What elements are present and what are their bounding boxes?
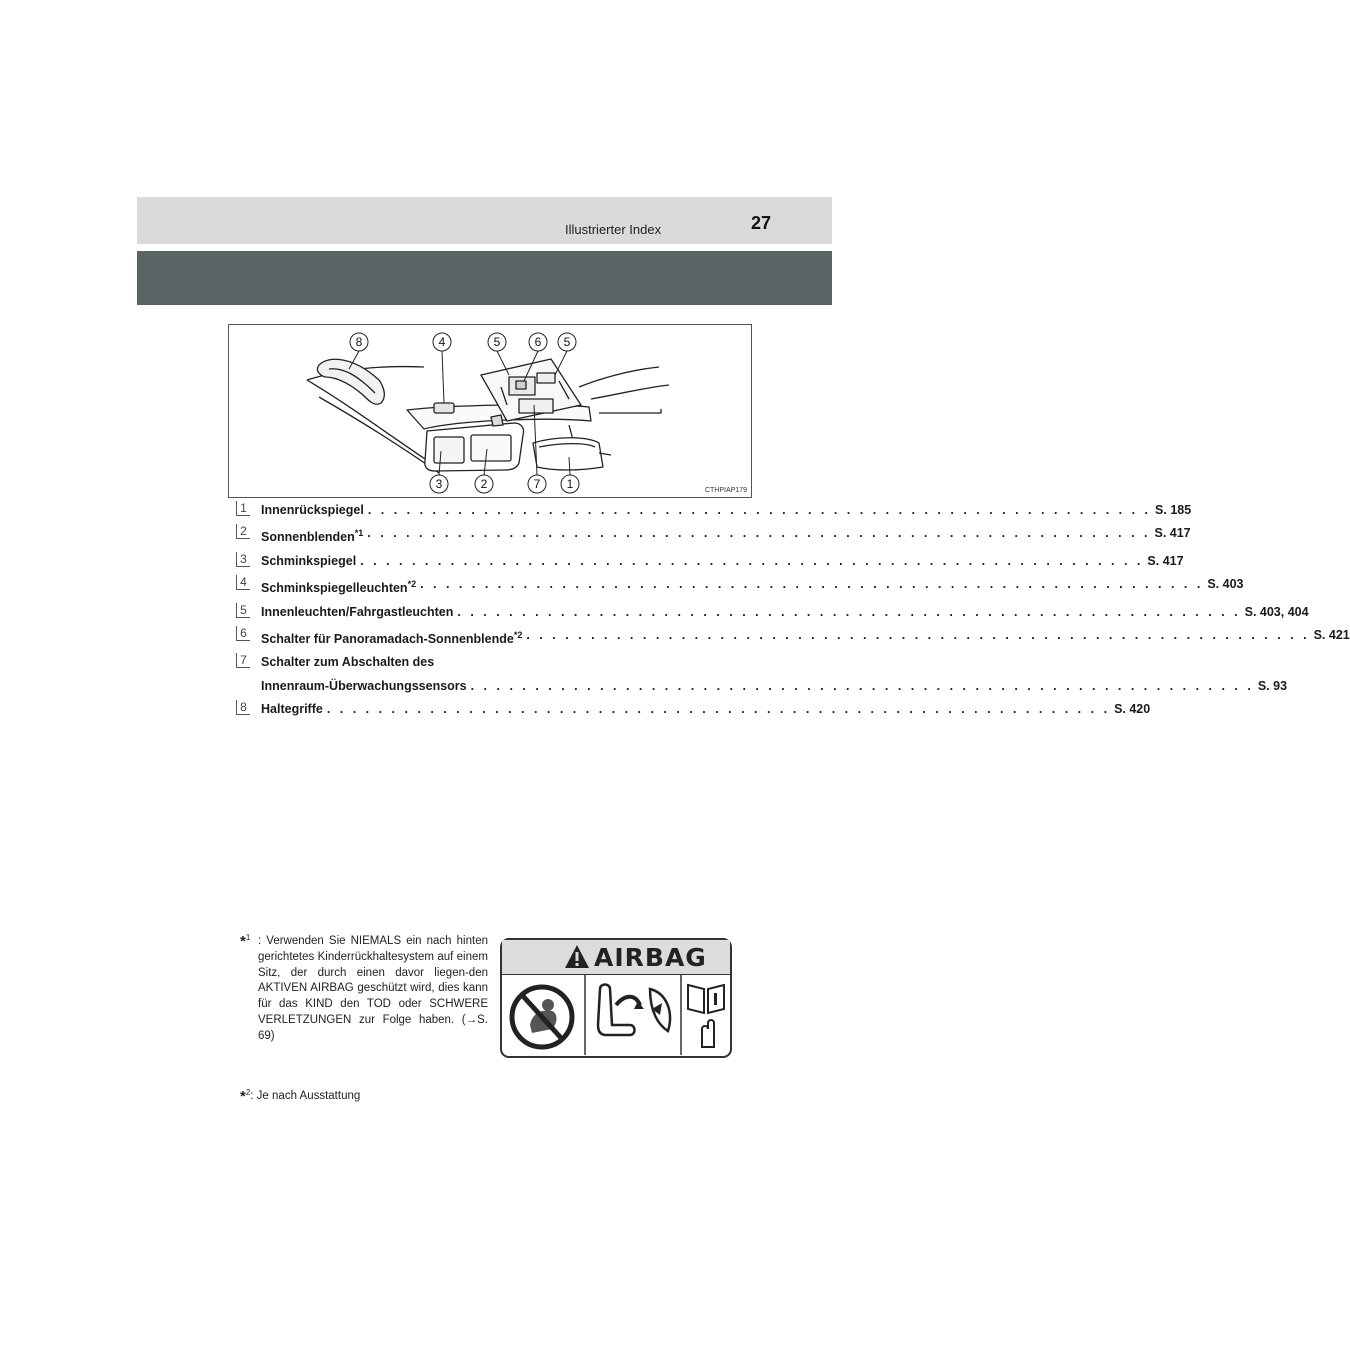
index-item [236, 499, 1192, 522]
read-manual-icon [682, 975, 730, 1055]
callout-label: 2 [480, 477, 488, 491]
footnote-1 [240, 930, 488, 1045]
leader-dots: . . . . . . . . . . . . . . . . . . . . . . . . . . . . . . . . . . . . . . . . . . . . . . . . . . . . . . . . . . . . . [367, 503, 1152, 517]
index-label: Haltegriffe [261, 701, 323, 716]
leader-dots: . . . . . . . . . . . . . . . . . . . . . . . . . . . . . . . . . . . . . . . . . . . . . . . . . . . . . . . . . . . . . [470, 678, 1254, 693]
page-ref[interactable]: S. 421 [1313, 627, 1350, 642]
index-label: Schminkspiegel [261, 553, 357, 568]
footnote-text: : Verwenden Sie NIEMALS ein nach hinten gerichtetes Kinderrückhaltesystem auf einem Sitz, der durch einen davor liegen-den AKTIVEN AIRBAG geschützt wird, dies kann für das KIND den TOD oder SCHWERE VERLETZUNGEN zur Folge haben. (→S. 69) [258, 935, 488, 1042]
leader-dots: . . . . . . . . . . . . . . . . . . . . . . . . . . . . . . . . . . . . . . . . . . . . . . . . . . . . . . . . . . . . . [526, 627, 1310, 642]
index-label: Sonnenblenden [261, 530, 355, 545]
footnote-2 [240, 1088, 360, 1105]
footnote-sup: 2 [245, 1088, 251, 1097]
index-item [236, 601, 1309, 624]
airbag-label-header [502, 940, 730, 975]
page-ref[interactable]: S. 185 [1155, 503, 1192, 517]
leader-dots: . . . . . . . . . . . . . . . . . . . . . . . . . . . . . . . . . . . . . . . . . . . . . . . . . . . . . . . . . . . . . [457, 604, 1241, 619]
index-number: 7 [236, 653, 250, 668]
footnote-mark: *2 [407, 579, 417, 590]
index-list [236, 499, 1350, 721]
index-number: 3 [236, 552, 250, 567]
airbag-word: AIRBAG [594, 943, 707, 972]
figure-code: CTHPIAP179 [704, 487, 747, 494]
airbag-seat-icon [586, 975, 682, 1055]
header-band [137, 197, 832, 244]
callout-label: 5 [493, 335, 501, 349]
index-label: Schminkspiegelleuchten [261, 581, 408, 596]
leader-dots: . . . . . . . . . . . . . . . . . . . . . . . . . . . . . . . . . . . . . . . . . . . . . . . . . . . . . . . . . . . . . [367, 526, 1151, 541]
index-label: Schalter zum Abschalten des [261, 655, 435, 670]
index-item [236, 651, 1288, 698]
page-ref[interactable]: S. 403, 404 [1244, 604, 1309, 619]
footnote-star: * [240, 933, 246, 950]
index-item [236, 573, 1244, 600]
index-label: Schalter für Panoramadach-Sonnenblende [261, 631, 514, 646]
callout-label: 6 [534, 335, 542, 349]
index-number: 5 [236, 603, 250, 618]
callout-label: 5 [563, 335, 571, 349]
callout-label: 7 [533, 477, 541, 491]
index-number: 6 [236, 626, 250, 641]
warning-triangle-icon [564, 944, 590, 969]
page-ref[interactable]: S. 403 [1207, 577, 1244, 592]
index-number: 2 [236, 524, 250, 539]
footnote-star: * [240, 1088, 246, 1105]
airbag-warning-label [500, 938, 732, 1058]
footnote-mark: *1 [354, 528, 364, 539]
callout-label: 3 [435, 477, 443, 491]
index-item [236, 624, 1350, 651]
leader-dots: . . . . . . . . . . . . . . . . . . . . . . . . . . . . . . . . . . . . . . . . . . . . . . . . . . . . . . . . . . . . . [326, 701, 1111, 716]
page-number: 27 [751, 213, 772, 233]
callout-label: 1 [566, 477, 574, 491]
leader-dots: . . . . . . . . . . . . . . . . . . . . . . . . . . . . . . . . . . . . . . . . . . . . . . . . . . . . . . . . . . . . . [420, 577, 1204, 592]
section-band [137, 251, 832, 305]
index-label: Innenrückspiegel [261, 503, 364, 517]
page-ref[interactable]: S. 93 [1257, 678, 1288, 693]
section-title: Illustrierter Index [565, 222, 662, 237]
page-ref[interactable]: S. 420 [1114, 701, 1151, 716]
no-rear-facing-seat-icon [502, 975, 586, 1055]
page-ref[interactable]: S. 417 [1154, 526, 1191, 541]
overhead-console-illustration [228, 324, 752, 498]
index-number: 4 [236, 575, 250, 590]
index-label: Innenleuchten/Fahrgastleuchten [261, 604, 454, 619]
footnote-text: : Je nach Ausstattung [250, 1090, 361, 1102]
page-ref[interactable]: S. 417 [1147, 553, 1184, 568]
ceiling-drawing [229, 325, 751, 497]
footnote-sup: 1 [245, 933, 251, 942]
index-number: 8 [236, 700, 250, 715]
index-number: 1 [236, 501, 250, 516]
index-item [236, 550, 1184, 573]
index-item [236, 522, 1191, 549]
callout-label: 4 [438, 335, 446, 349]
index-item [236, 698, 1151, 721]
leader-dots: . . . . . . . . . . . . . . . . . . . . . . . . . . . . . . . . . . . . . . . . . . . . . . . . . . . . . . . . . . . . . [360, 553, 1144, 568]
callout-label: 8 [355, 335, 363, 349]
index-label-cont: Innenraum-Überwachungssensors [261, 678, 467, 693]
footnote-mark: *2 [513, 629, 523, 640]
